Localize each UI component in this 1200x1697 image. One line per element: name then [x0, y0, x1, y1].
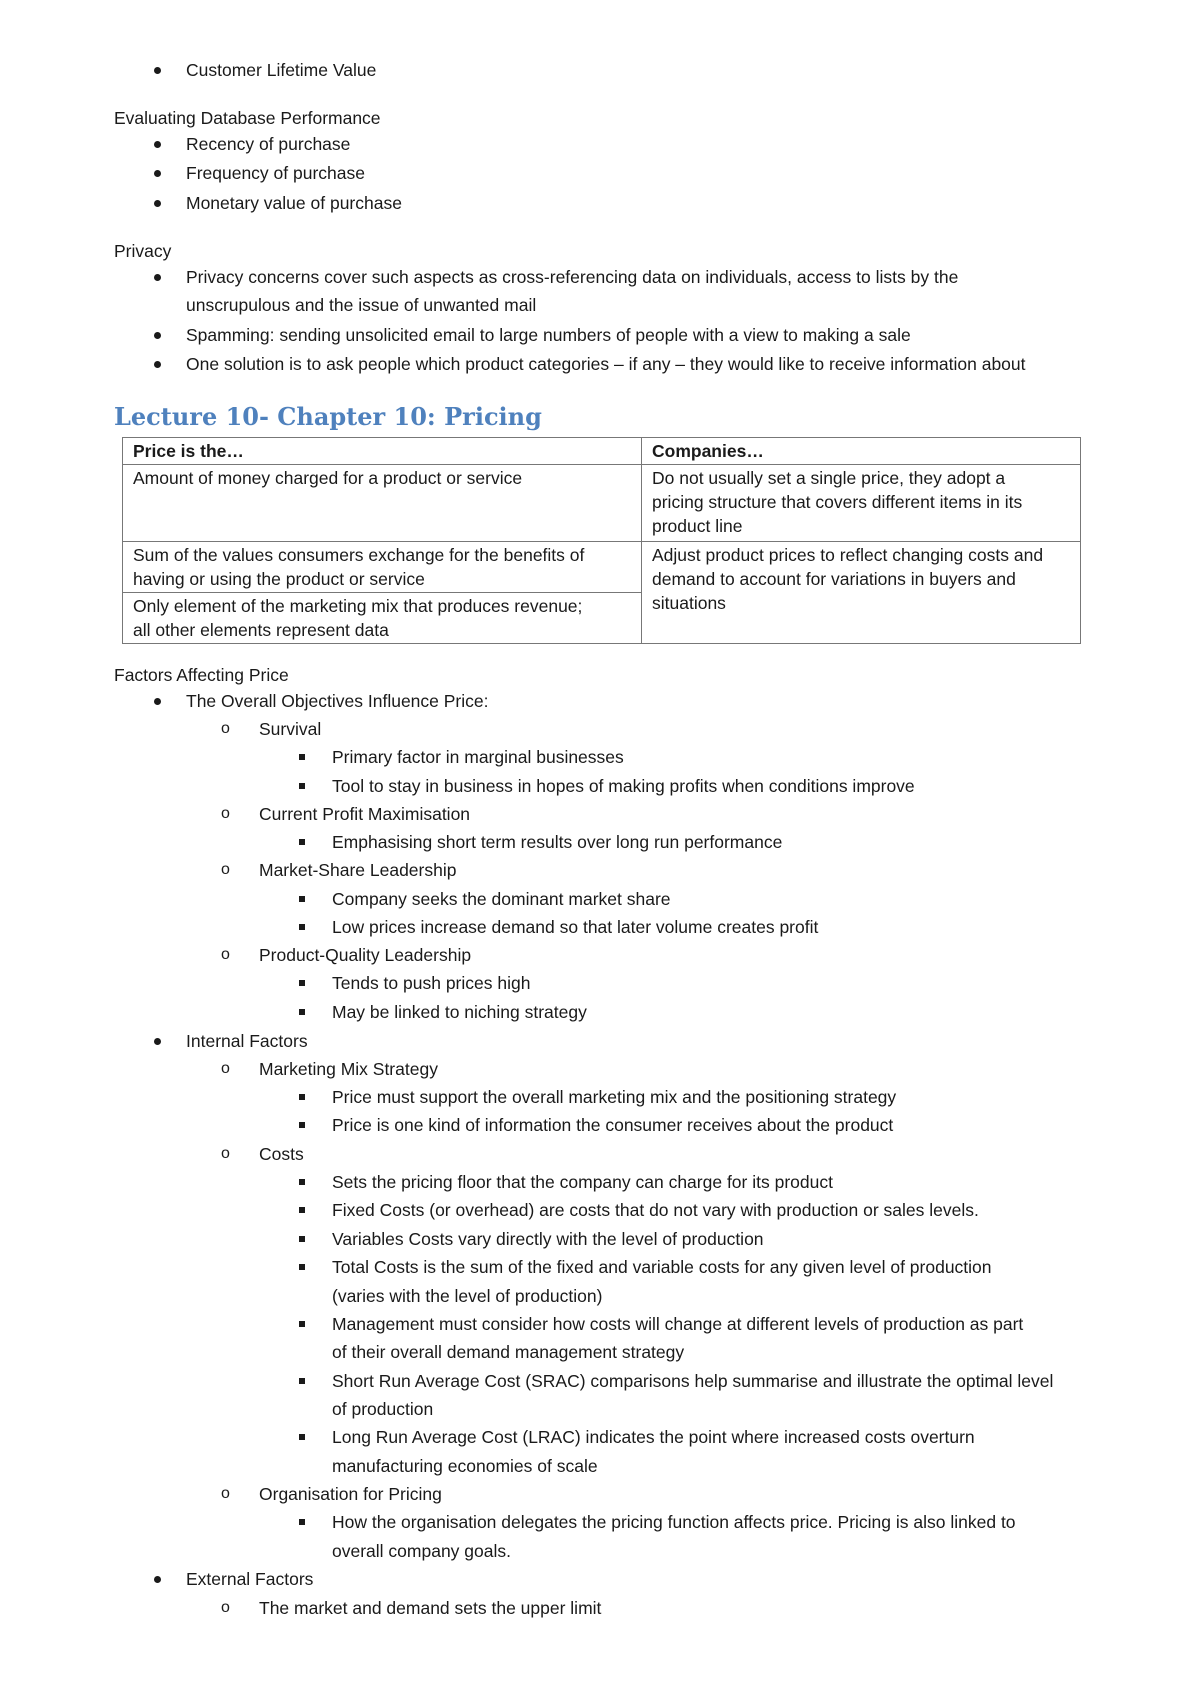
table-cell: Only element of the marketing mix that produces revenue; all other elements represent data — [123, 593, 642, 644]
table-header-price: Price is the… — [123, 438, 642, 465]
list-item: Tends to push prices high — [332, 973, 531, 993]
list-item: Tool to stay in business in hopes of making profits when conditions improve — [332, 776, 915, 796]
list-item: Customer Lifetime Value — [186, 60, 377, 80]
section-heading-factors: Factors Affecting Price — [114, 665, 289, 685]
list-item: o Survival — [259, 718, 321, 740]
list-item: Emphasising short term results over long run performance — [332, 832, 783, 852]
list-item: Company seeks the dominant market share — [332, 889, 671, 909]
list-item: Price is one kind of information the consumer receives about the product — [332, 1115, 894, 1135]
list-item: o Marketing Mix Strategy — [259, 1058, 438, 1080]
list-item: Internal Factors — [186, 1031, 308, 1051]
list-item: External Factors — [186, 1569, 314, 1589]
list-item: Price must support the overall marketing mix and the positioning strategy — [332, 1087, 897, 1107]
table-cell: Adjust product prices to reflect changing costs and demand to account for variations in buyers and situations — [642, 542, 1081, 644]
list-item: Primary factor in marginal businesses — [332, 747, 624, 767]
section-heading-evaluating: Evaluating Database Performance — [114, 108, 381, 128]
list-item: Short Run Average Cost (SRAC) comparisons help summarise and illustrate the optimal level — [332, 1371, 1054, 1391]
list-item-continuation: manufacturing economies of scale — [332, 1456, 598, 1476]
list-item-continuation: overall company goals. — [332, 1541, 511, 1561]
list-item: Management must consider how costs will change at different levels of production as part — [332, 1314, 1024, 1334]
list-item: Long Run Average Cost (LRAC) indicates the point where increased costs overturn — [332, 1427, 975, 1447]
list-item: Privacy concerns cover such aspects as cross-referencing data on individuals, access to lists by the — [186, 267, 959, 287]
list-item: Sets the pricing floor that the company can charge for its product — [332, 1172, 833, 1192]
table-cell: Sum of the values consumers exchange for the benefits of having or using the product or service — [123, 542, 642, 593]
list-item: o Product-Quality Leadership — [259, 944, 471, 966]
list-item: May be linked to niching strategy — [332, 1002, 587, 1022]
list-item-continuation: unscrupulous and the issue of unwanted mail — [186, 295, 537, 315]
list-item: o The market and demand sets the upper limit — [259, 1597, 601, 1619]
section-heading-privacy: Privacy — [114, 241, 172, 261]
list-item: Monetary value of purchase — [186, 193, 402, 213]
list-item: o Current Profit Maximisation — [259, 803, 470, 825]
list-item: o Costs — [259, 1143, 304, 1165]
list-item-continuation: of production — [332, 1399, 434, 1419]
list-item: Spamming: sending unsolicited email to large numbers of people with a view to making a sale — [186, 325, 911, 345]
table-header-companies: Companies… — [642, 438, 1081, 465]
list-item: Variables Costs vary directly with the level of production — [332, 1229, 764, 1249]
list-item: o Organisation for Pricing — [259, 1483, 442, 1505]
list-item: The Overall Objectives Influence Price: — [186, 691, 489, 711]
list-item-continuation: (varies with the level of production) — [332, 1286, 603, 1306]
list-item: Total Costs is the sum of the fixed and variable costs for any given level of production — [332, 1257, 992, 1277]
list-item: Fixed Costs (or overhead) are costs that do not vary with production or sales levels. — [332, 1200, 979, 1220]
table-cell: Do not usually set a single price, they adopt a pricing structure that covers different items in its product line — [642, 465, 1081, 542]
list-item: Frequency of purchase — [186, 163, 365, 183]
table-cell: Amount of money charged for a product or service — [123, 465, 642, 542]
list-item-continuation: of their overall demand management strategy — [332, 1342, 685, 1362]
list-item: How the organisation delegates the pricing function affects price. Pricing is also linked to — [332, 1512, 1016, 1532]
list-item: One solution is to ask people which product categories – if any – they would like to receive information about — [186, 354, 1026, 374]
list-item: o Market-Share Leadership — [259, 859, 456, 881]
list-item: Recency of purchase — [186, 134, 351, 154]
price-table — [122, 437, 1081, 644]
lecture-heading: Lecture 10- Chapter 10: Pricing — [114, 402, 542, 431]
list-item: Low prices increase demand so that later volume creates profit — [332, 917, 819, 937]
